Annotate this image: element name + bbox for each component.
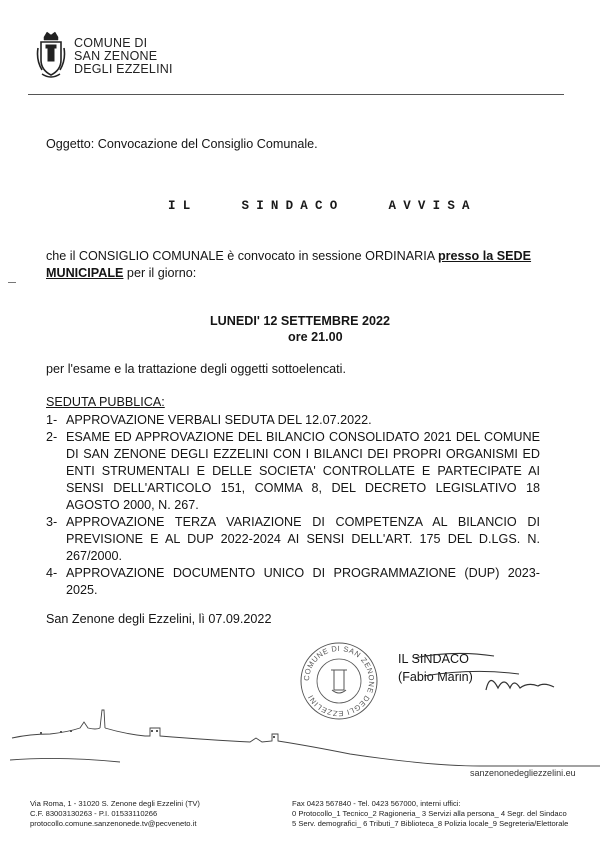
convocation-paragraph [46, 248, 546, 282]
announcement-heading: IL SINDACO AVVISA [168, 199, 477, 213]
meeting-time: ore 21.00 [288, 330, 343, 344]
margin-mark [8, 282, 16, 283]
municipality-line-3: DEGLI EZZELINI [74, 62, 173, 76]
agenda-item-number: 4- [46, 566, 58, 580]
footer-offices-2: 5 Serv. demografici_ 6 Tributi_7 Biblioteca_8 Polizia locale_9 Segreteria/Elettorale [292, 819, 569, 828]
agenda-intro: per l'esame e la trattazione degli oggetti sottoelencati. [46, 362, 346, 376]
agenda-item [46, 429, 540, 514]
agenda-item [46, 565, 540, 599]
agenda-item-text: ESAME ED APPROVAZIONE DEL BILANCIO CONSOLIDATO 2021 DEL COMUNE DI SAN ZENONE DEGLI EZZELINI CON I BILANCI DEI PROPRI ORGANISMI ED ENTI STRUMENTALI E DELLE SOCIETA' CONTROLLATE E PARTECIPATE AI SENSI DELL'ARTICOLO 151, COMMA 8, DEL DECRETO LEGISLATIVO 18 AGOSTO 2000, N. 267. [66, 430, 540, 512]
agenda-item-number: 3- [46, 515, 58, 529]
footer-offices-1: 0 Protocollo_1 Tecnico_2 Ragioneria_ 3 Servizi alla persona_ 4 Segr. del Sindaco [292, 809, 567, 818]
header-divider [28, 94, 564, 95]
municipality-line-2: SAN ZENONE [74, 49, 158, 63]
footer-pec-email[interactable]: protocollo.comune.sanzenonede.tv@pecveneto.it [30, 819, 197, 828]
handwritten-signature [394, 642, 564, 702]
intro-location: presso la SEDE MUNICIPALE [46, 249, 532, 280]
place-and-date: San Zenone degli Ezzelini, lì 07.09.2022 [46, 612, 272, 626]
agenda-item-text: APPROVAZIONE TERZA VARIAZIONE DI COMPETENZA AL BILANCIO DI PREVISIONE E AL DUP 2022-2024 AI SENSI DELL'ART. 175 DEL D.LGS. N. 267/2000. [66, 515, 540, 563]
footer-address-block [30, 799, 200, 829]
intro-text-2: per il giorno: [123, 266, 197, 280]
signature-title: IL SINDACO [398, 652, 469, 666]
meeting-date: LUNEDI' 12 SETTEMBRE 2022 [209, 314, 391, 328]
subject-line: Oggetto: Convocazione del Consiglio Comunale. [46, 137, 318, 151]
footer-phone: Fax 0423 567840 - Tel. 0423 567000, interni uffici: [292, 799, 461, 808]
footer-contacts-block [292, 799, 568, 829]
session-label: SEDUTA PUBBLICA: [46, 395, 165, 409]
municipality-name [74, 37, 173, 76]
agenda-item-text: APPROVAZIONE VERBALI SEDUTA DEL 12.07.2022. [66, 413, 372, 427]
agenda-item [46, 412, 540, 429]
footer-tax-codes: C.F. 83003130263 - P.I. 01533110266 [30, 809, 158, 818]
footer-address: Via Roma, 1 - 31020 S. Zenone degli Ezzelini (TV) [30, 799, 200, 808]
municipality-line-1: COMUNE DI [74, 36, 148, 50]
agenda-item-number: 2- [46, 430, 58, 444]
website-link[interactable]: sanzenonedegliezzelini.eu [470, 768, 576, 778]
stamp-text: COMUNE DI SAN ZENONE DEGLI EZZELINI [301, 643, 377, 719]
intro-text-1: che il CONSIGLIO COMUNALE è convocato in sessione ORDINARIA [46, 249, 438, 263]
svg-text:COMUNE DI SAN ZENONE DEGLI EZZ [302, 644, 376, 718]
agenda-list [46, 412, 540, 599]
agenda-item-number: 1- [46, 413, 58, 427]
signature-name: (Fabio Marin) [398, 670, 473, 684]
municipal-crest-logo [36, 30, 66, 80]
agenda-item-text: APPROVAZIONE DOCUMENTO UNICO DI PROGRAMMAZIONE (DUP) 2023-2025. [66, 566, 540, 597]
agenda-item [46, 514, 540, 565]
